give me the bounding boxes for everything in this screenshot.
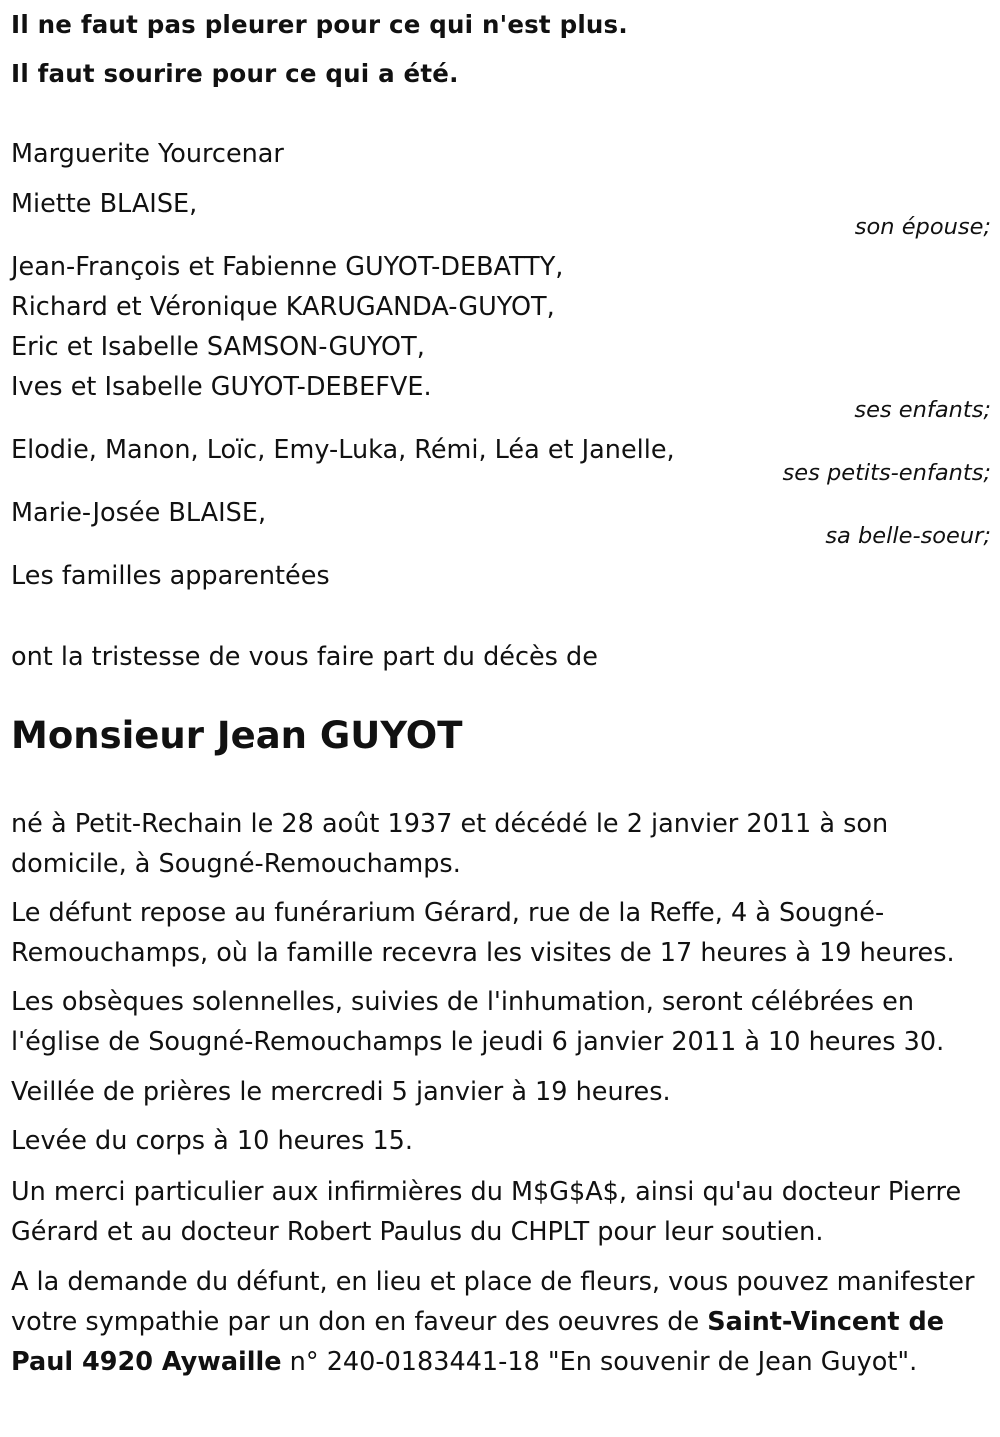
announcement: ont la tristesse de vous faire part du décès de <box>11 642 598 672</box>
grandchildren-relation: ses petits-enfants; <box>782 460 991 486</box>
funeral-home-details: Le défunt repose au funérarium Gérard, rue de la Reffe, 4 à Sougné-Remouchamps, où la famille recevra les visites de 17 heures à 19 heures. <box>11 898 955 968</box>
related-families: Les familles apparentées <box>11 561 330 591</box>
donation-account: n° 240-0183441-18 "En souvenir de Jean Guyot". <box>281 1347 918 1377</box>
sister-in-law: Marie-Josée BLAISE, <box>11 498 267 528</box>
quote-author: Marguerite Yourcenar <box>11 139 284 169</box>
child-4: Ives et Isabelle GUYOT-DEBEFVE. <box>11 372 432 402</box>
vigil-details: Veillée de prières le mercredi 5 janvier à 19 heures. <box>11 1077 671 1107</box>
birth-death-details: né à Petit-Rechain le 28 août 1937 et décédé le 2 janvier 2011 à son domicile, à Sougné-Remouchamps. <box>11 809 889 879</box>
spouse-name: Miette BLAISE, <box>11 189 198 219</box>
donation-intro: A la demande du défunt, en lieu et place de fleurs, vous pouvez manifester votre sympathie par un don en faveur des oeuvres de <box>11 1267 975 1337</box>
child-1: Jean-François et Fabienne GUYOT-DEBATTY, <box>11 252 564 282</box>
deceased-name: Monsieur Jean GUYOT <box>11 714 463 757</box>
child-2: Richard et Véronique KARUGANDA-GUYOT, <box>11 292 555 322</box>
donation-paragraph <box>11 1262 986 1382</box>
donation-organization: Saint-Vincent de Paul 4920 Aywaille <box>11 1307 944 1377</box>
lifting-details: Levée du corps à 10 heures 15. <box>11 1126 414 1156</box>
thanks-paragraph: Un merci particulier aux infirmières du M$G$A$, ainsi qu'au docteur Pierre Gérard et au docteur Robert Paulus du CHPLT pour leur soutien. <box>11 1177 962 1247</box>
funeral-details: Les obsèques solennelles, suivies de l'inhumation, seront célébrées en l'église de Sougné-Remouchamps le jeudi 6 janvier 2011 à 10 heures 30. <box>11 987 945 1057</box>
child-3: Eric et Isabelle SAMSON-GUYOT, <box>11 332 425 362</box>
quote-line-2: Il faut sourire pour ce qui a été. <box>11 59 459 88</box>
spouse-relation: son épouse; <box>854 214 991 240</box>
grandchildren: Elodie, Manon, Loïc, Emy-Luka, Rémi, Léa et Janelle, <box>11 435 675 465</box>
quote-line-1: Il ne faut pas pleurer pour ce qui n'est plus. <box>11 10 628 39</box>
children-relation: ses enfants; <box>854 397 991 423</box>
sister-in-law-relation: sa belle-soeur; <box>825 523 991 549</box>
